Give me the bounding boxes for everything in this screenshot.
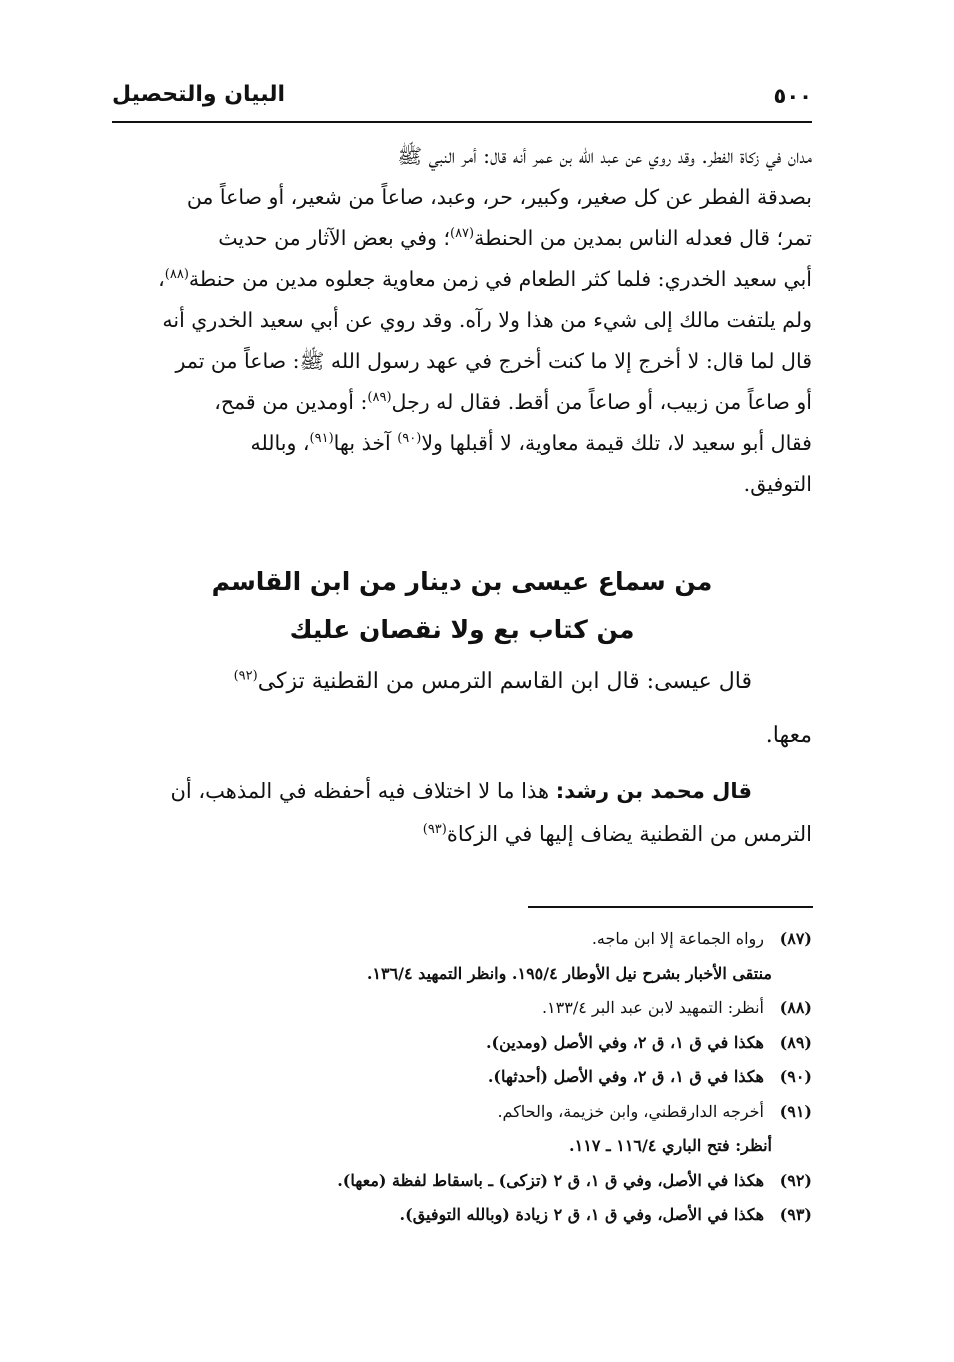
footnote-ref: (٩١): [309, 431, 334, 447]
footnote: (٨٨)أنظر: التمهيد لابن عبد البر ١٣٣/٤.: [541, 998, 812, 1017]
paragraph-isa: قال عيسى: قال ابن القاسم الترمس من القطنية تزكى$^{(٩٢)}$ معها.: [233, 668, 812, 748]
footnote-ref: (٨٨): [164, 267, 189, 283]
section-heading: من سماع عيسى بن دينار من ابن القاسم: [211, 567, 713, 596]
footnote-ref: (٨٧): [449, 226, 475, 242]
text-line: تمر؛ قال فعدله الناس بمدين من الحنطة$^{(٨٧)}$؛ وفي بعض الآثار من حديث: [218, 226, 812, 250]
footnote: (٩٣)هكذا في الأصل، وفي ق ١، ق ٢ زيادة (وبالله التوفيق).: [399, 1205, 812, 1224]
text-line: مدان في زكاة الفطر. وقد روي عن عبد الله بن عمر أنه قال: أمر النبي ﷺ: [397, 144, 812, 168]
footnote-ref: (٩٠): [397, 431, 422, 447]
footnote: (٩٢)هكذا في الأصل، وفي ق ١، ق ٢ (تزكى) ـ باسقاط لفظة (معها).: [337, 1170, 812, 1190]
speaker-label: قال محمد بن رشد:: [555, 779, 752, 803]
footnote-rule: [528, 906, 813, 908]
header-rule: [112, 121, 812, 123]
text-line: ولم يلتفت مالك إلى شيء من هذا ولا رآه. وقد روي عن أبي سعيد الخدري أنه: [162, 308, 812, 332]
text-line: قال لما قال: لا أخرج إلا ما كنت أخرج في عهد رسول الله ﷺ: صاعاً من تمر: [175, 349, 812, 373]
footnote-ref: (٨٩): [367, 390, 392, 406]
footnote-ref: (٩٣): [422, 822, 447, 837]
text-line: فقال أبو سعيد لا، تلك قيمة معاوية، لا أقبلها ولا$^{(٩٠)}$ آخذ بها$^{(٩١)}$، وبالله: [250, 431, 812, 455]
footnote: أنظر: فتح الباري ١١٦/٤ ـ ١١٧.: [569, 1136, 772, 1155]
footnote: (٩٠)هكذا في ق ١، ق ٢، وفي الأصل (أحدثها).: [487, 1067, 812, 1086]
book-title: البيان والتحصيل: [112, 82, 286, 107]
footnote: (٨٩)هكذا في ق ١، ق ٢، وفي الأصل (ومدين).: [485, 1032, 812, 1052]
text-line: التوفيق.: [743, 472, 812, 496]
footnote: (٨٧)رواه الجماعة إلا ابن ماجه.: [591, 929, 812, 948]
footnote: (٩١)أخرجه الدارقطني، وابن خزيمة، والحاكم.: [497, 1101, 812, 1121]
text-line: أبي سعيد الخدري: فلما كثر الطعام في زمن معاوية جعلوه مدين من حنطة$^{(٨٨)}$،: [158, 267, 812, 291]
section-subheading: من كتاب بع ولا نقصان عليك: [289, 615, 635, 644]
footnote: منتقى الأخبار بشرح نيل الأوطار ١٩٥/٤. وانظر التمهيد ١٣٦/٤.: [366, 963, 772, 983]
paragraph-ibn-rushd: قال محمد بن رشد: هذا ما لا اختلاف فيه أحفظه في المذهب، أن الترمس من القطنية يضاف إليها في الزكاة$^{(٩٣)}$: [170, 779, 812, 846]
text-line: أو صاعاً من زبيب، أو صاعاً من أقط. فقال له رجل$^{(٨٩)}$: أومدين من قمح،: [214, 390, 812, 414]
footnotes: [112, 922, 812, 1233]
page-number: ٥٠٠: [773, 84, 812, 108]
main-text: [112, 136, 812, 505]
footnote-ref: (٩٢): [233, 668, 258, 684]
text-line: بصدقة الفطر عن كل صغير، وكبير، حر، وعبد، صاعاً من شعير، أو صاعاً من: [186, 185, 812, 209]
running-header: [112, 80, 812, 114]
